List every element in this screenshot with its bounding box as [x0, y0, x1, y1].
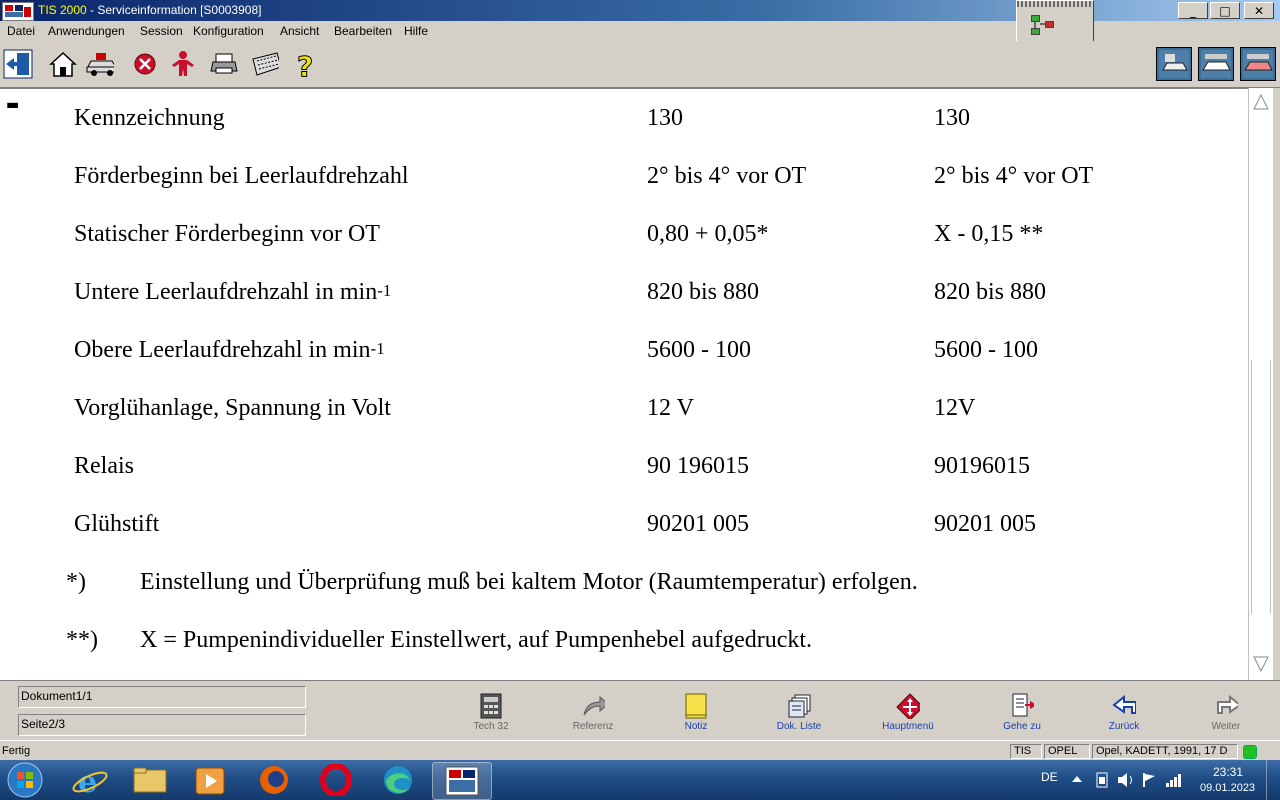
row-value-2: 5600 - 100 — [934, 337, 1038, 363]
maximize-button[interactable]: □ — [1210, 2, 1240, 19]
svg-text:e: e — [78, 765, 98, 796]
status-text: Fertig — [2, 745, 31, 757]
footnote-mark: *) — [66, 569, 86, 595]
weiter-button[interactable] — [1181, 689, 1271, 737]
file-explorer-icon[interactable] — [128, 764, 172, 796]
status-brand: OPEL — [1044, 744, 1090, 759]
row-value-2: X - 0,15 ** — [934, 221, 1044, 247]
row-label — [74, 337, 385, 364]
tis2000-taskbar-icon — [444, 765, 480, 797]
taskbar — [0, 760, 1280, 800]
menu-session[interactable]: Session — [140, 24, 183, 38]
language-indicator[interactable]: DE — [1041, 770, 1058, 784]
row-value-2: 820 bis 880 — [934, 279, 1047, 305]
toolbar — [0, 41, 1280, 88]
window-title — [38, 3, 261, 17]
vehicle-screen-2-icon[interactable] — [1198, 47, 1234, 81]
tech32-label: Tech 32 — [473, 721, 509, 732]
page-counter: Seite2/3 — [18, 714, 306, 736]
referenz-label: Referenz — [572, 721, 614, 732]
row-value-1: 130 — [647, 105, 683, 131]
device-icon[interactable] — [1094, 771, 1110, 789]
tis-app-icon[interactable] — [2, 2, 34, 21]
row-value-1: 2° bis 4° vor OT — [647, 163, 807, 189]
row-label: Relais — [74, 453, 134, 479]
row-label-text: Obere Leerlaufdrehzahl in min — [74, 337, 371, 363]
print-icon[interactable] — [210, 49, 240, 79]
back-arrow-icon — [1112, 693, 1136, 719]
start-button[interactable] — [4, 761, 46, 799]
menu-datei[interactable]: Datei — [7, 24, 36, 38]
volume-icon[interactable] — [1117, 772, 1135, 788]
show-desktop-button[interactable] — [1266, 760, 1280, 800]
menu-hilfe[interactable]: Hilfe — [404, 24, 429, 38]
row-value-1: 820 bis 880 — [647, 279, 760, 305]
gehe-zu-button[interactable] — [977, 689, 1067, 737]
document-content — [0, 88, 1248, 681]
footnote-mark: **) — [66, 627, 98, 653]
hauptmenu-label: Hauptmenü — [882, 721, 934, 732]
row-label: Kennzeichnung — [74, 105, 225, 131]
row-label-superscript: -1 — [370, 339, 385, 358]
internet-explorer-icon[interactable] — [68, 764, 112, 796]
hauptmenu-button[interactable] — [863, 689, 953, 737]
row-value-1: 0,80 + 0,05* — [647, 221, 769, 247]
row-label: Vorglühanlage, Spannung in Volt — [74, 395, 391, 421]
dok-liste-label: Dok. Liste — [776, 721, 822, 732]
row-label-superscript: -1 — [377, 281, 392, 300]
close-button[interactable]: ✕ — [1244, 2, 1274, 19]
row-label: Glühstift — [74, 511, 160, 537]
status-mode: TIS — [1010, 744, 1042, 759]
network-signal-icon[interactable] — [1165, 772, 1183, 788]
home-icon[interactable] — [48, 49, 78, 79]
menu-ansicht[interactable]: Ansicht — [280, 24, 320, 38]
menu-bearbeiten[interactable]: Bearbeiten — [334, 24, 393, 38]
scroll-thumb[interactable] — [1251, 360, 1271, 614]
row-label: Förderbeginn bei Leerlaufdrehzahl — [74, 163, 409, 189]
menu-anwendungen[interactable]: Anwendungen — [48, 24, 125, 38]
forward-arrow-icon — [1214, 693, 1238, 719]
row-value-2: 90201 005 — [934, 511, 1036, 537]
row-value-2: 2° bis 4° vor OT — [934, 163, 1094, 189]
window-title-rest: - Serviceinformation [S0003908] — [86, 3, 262, 17]
app-name: TIS 2000 — [38, 3, 87, 17]
exit-icon[interactable] — [3, 49, 33, 79]
notiz-button[interactable] — [651, 689, 741, 737]
row-value-1: 90 196015 — [647, 453, 749, 479]
row-label — [74, 279, 391, 306]
status-bar — [0, 740, 1280, 761]
row-value-2: 90196015 — [934, 453, 1030, 479]
row-value-2: 130 — [934, 105, 970, 131]
edge-icon[interactable] — [376, 764, 420, 796]
row-label: Statischer Förderbeginn vor OT — [74, 221, 380, 247]
main-menu-icon — [896, 693, 920, 719]
navigation-panel — [0, 680, 1280, 741]
vehicle-screen-1-icon[interactable] — [1156, 47, 1192, 81]
media-player-icon[interactable] — [188, 764, 232, 796]
reference-arrow-icon — [581, 693, 605, 719]
row-value-2: 12V — [934, 395, 976, 421]
row-value-1: 12 V — [647, 395, 694, 421]
user-icon[interactable] — [167, 49, 197, 79]
footnote-text: Einstellung und Überprüfung muß bei kaltem Motor (Raumtemperatur) erfolgen. — [140, 569, 918, 595]
note-icon — [684, 693, 708, 719]
notiz-label: Notiz — [684, 721, 708, 732]
row-label-text: Untere Leerlaufdrehzahl in min — [74, 279, 378, 305]
clock-date[interactable]: 09.01.2023 — [1200, 782, 1256, 794]
action-center-flag-icon[interactable] — [1141, 772, 1157, 788]
minimize-button[interactable]: _ — [1178, 2, 1208, 19]
document-counter: Dokument1/1 — [18, 686, 306, 708]
tech32-button[interactable] — [446, 689, 536, 737]
show-hidden-icons-icon[interactable] — [1071, 774, 1083, 784]
row-value-1: 5600 - 100 — [647, 337, 751, 363]
menu-konfiguration[interactable]: Konfiguration — [193, 24, 264, 38]
floating-tool-panel[interactable] — [1016, 0, 1094, 42]
gehe-zu-label: Gehe zu — [1003, 721, 1041, 732]
stop-icon[interactable] — [130, 49, 160, 79]
vehicle-screen-3-icon[interactable] — [1240, 47, 1276, 81]
scroll-up-icon[interactable] — [1252, 92, 1270, 112]
row-value-1: 90201 005 — [647, 511, 749, 537]
panel-grip[interactable] — [1017, 1, 1093, 7]
referenz-button[interactable] — [548, 689, 638, 737]
status-vehicle: Opel, KADETT, 1991, 17 D — [1092, 744, 1238, 759]
footnote-text: X = Pumpenindividueller Einstellwert, auf Pumpenhebel aufgedruckt. — [140, 627, 813, 653]
tis2000-taskbar-button[interactable] — [432, 762, 492, 800]
network-tree-icon[interactable] — [1029, 13, 1057, 37]
dok-liste-button[interactable] — [754, 689, 844, 737]
scroll-down-icon[interactable] — [1252, 654, 1270, 674]
keyboard-icon[interactable] — [249, 49, 279, 79]
firefox-icon[interactable] — [252, 764, 296, 796]
calculator-icon — [479, 693, 503, 719]
collapse-marker[interactable]: ▬ — [6, 97, 20, 113]
zuruck-label: Zurück — [1108, 721, 1140, 732]
vehicle-selection-icon[interactable] — [84, 49, 114, 79]
vertical-scrollbar[interactable] — [1248, 88, 1273, 680]
goto-icon — [1010, 693, 1034, 719]
weiter-label: Weiter — [1211, 721, 1241, 732]
svg-text:?: ? — [297, 50, 314, 79]
clock-time[interactable]: 23:31 — [1213, 765, 1244, 779]
opera-icon[interactable] — [314, 764, 358, 796]
document-list-icon — [787, 693, 811, 719]
zuruck-button[interactable] — [1079, 689, 1169, 737]
help-icon[interactable] — [292, 49, 322, 79]
status-indicator — [1243, 745, 1257, 759]
